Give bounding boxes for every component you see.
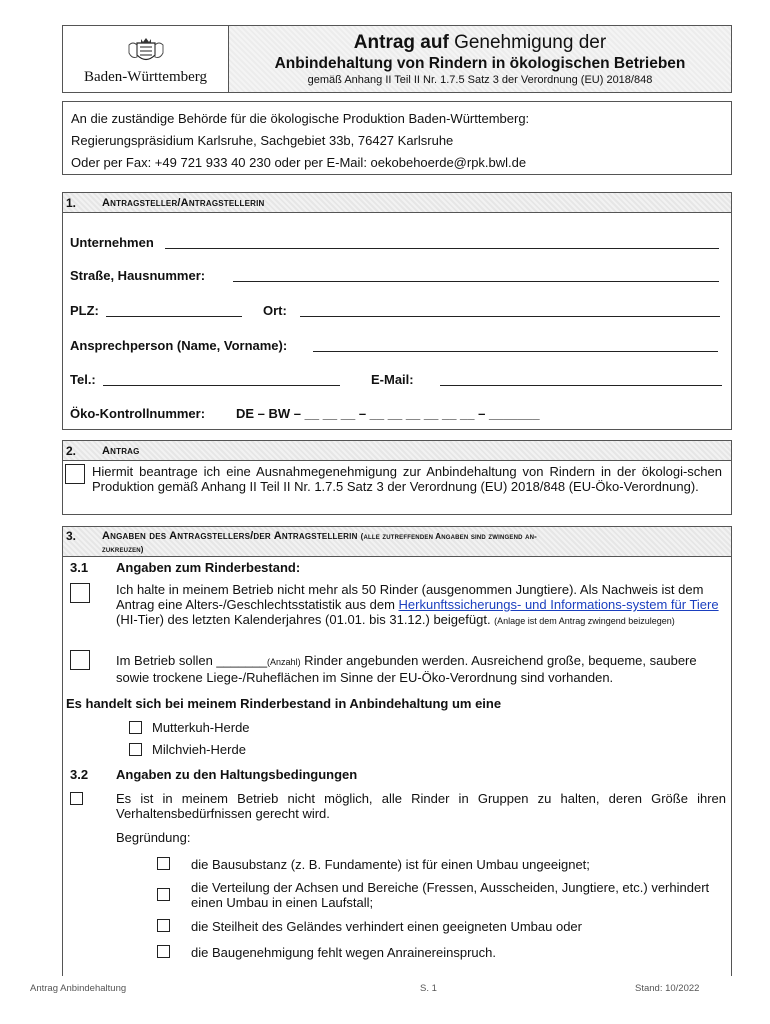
form-title bbox=[354, 32, 606, 54]
email-field[interactable] bbox=[440, 385, 722, 386]
company-field[interactable] bbox=[165, 248, 719, 249]
hi-tier-link[interactable]: Herkunftssicherungs- und Informations-system für Tiere bbox=[398, 597, 719, 612]
form-title-block bbox=[229, 26, 731, 92]
reason-2-checkbox[interactable] bbox=[157, 888, 170, 901]
address-line-2: Regierungspräsidium Karlsruhe, Sachgebiet 33b, 76427 Karlsruhe bbox=[71, 133, 454, 148]
section-3-note-cont: zukreuzen) bbox=[102, 545, 144, 554]
herd-size-checkbox[interactable] bbox=[70, 583, 90, 603]
section-3-title: Angaben des Antragstellers/der Antragstellerin bbox=[102, 530, 358, 542]
zip-label: PLZ: bbox=[70, 303, 99, 318]
title-rest: Genehmigung der bbox=[448, 32, 607, 53]
request-checkbox[interactable] bbox=[65, 464, 85, 484]
street-field[interactable] bbox=[233, 281, 719, 282]
herd-type-question: Es handelt sich bei meinem Rinderbestand in Anbindehaltung um eine bbox=[66, 696, 502, 711]
reason-1-text: die Bausubstanz (z. B. Fundamente) ist für einen Umbau ungeeignet; bbox=[191, 857, 590, 872]
eco-control-label: Öko-Kontrollnummer: bbox=[70, 406, 206, 421]
phone-label: Tel.: bbox=[70, 372, 96, 387]
reason-4-text: die Baugenehmigung fehlt wegen Anrainereinspruch. bbox=[191, 945, 496, 960]
title-bold: Antrag auf bbox=[353, 32, 449, 53]
eco-control-field[interactable]: DE – BW – __ __ __ – __ __ __ __ __ __ – _______ bbox=[236, 406, 540, 421]
herd-size-text-a: Ich halte in meinem Betrieb nicht mehr als 50 Rinder (ausgenommen Jungtiere). Als Nachweis ist dem Antrag eine Alters-/Geschlechtsstatistik aus dem bbox=[116, 582, 704, 612]
zip-field[interactable] bbox=[106, 316, 242, 317]
subsection-3-2-title: Angaben zu den Haltungsbedingungen bbox=[116, 767, 358, 782]
dairy-herd-label: Milchvieh-Herde bbox=[152, 742, 246, 757]
section-1-number: 1. bbox=[66, 195, 77, 210]
attachment-note: (Anlage ist dem Antrag zwingend beizulegen) bbox=[494, 616, 675, 626]
suckler-herd-label: Mutterkuh-Herde bbox=[152, 720, 250, 735]
reason-2-text: die Verteilung der Achsen und Bereiche (Fressen, Ausscheiden, Jungtiere, etc.) verhindert einen Umbau in einen Laufstall; bbox=[191, 880, 710, 910]
company-label: Unternehmen bbox=[70, 235, 154, 250]
section-applicant bbox=[62, 192, 732, 430]
logo-text: Baden-Württemberg bbox=[83, 69, 207, 85]
section-3-heading bbox=[102, 530, 537, 556]
state-logo bbox=[63, 26, 229, 92]
group-housing-checkbox[interactable] bbox=[70, 792, 83, 805]
contact-field[interactable] bbox=[313, 351, 718, 352]
suckler-herd-checkbox[interactable] bbox=[129, 721, 142, 734]
form-header bbox=[62, 25, 732, 93]
justification-label: Begründung: bbox=[116, 830, 191, 845]
address-line-3: Oder per Fax: +49 721 933 40 230 oder per E-Mail: oekobehoerde@rpk.bwl.de bbox=[71, 155, 527, 170]
authority-address bbox=[62, 101, 732, 175]
subsection-3-1-title: Angaben zum Rinderbestand: bbox=[116, 560, 301, 575]
section-2-number: 2. bbox=[66, 443, 77, 458]
herd-size-text-b: (HI-Tier) des letzten Kalenderjahres (01.01. bis 31.12.) beigefügt. bbox=[116, 612, 495, 627]
footer-version: Stand: 10/2022 bbox=[635, 983, 700, 994]
phone-field[interactable] bbox=[103, 385, 340, 386]
subsection-3-2-number: 3.2 bbox=[70, 767, 89, 782]
city-label: Ort: bbox=[263, 303, 287, 318]
reason-1-checkbox[interactable] bbox=[157, 857, 170, 870]
dairy-herd-checkbox[interactable] bbox=[129, 743, 142, 756]
herd-size-text bbox=[116, 582, 726, 629]
city-field[interactable] bbox=[300, 316, 720, 317]
form-subline: gemäß Anhang II Teil II Nr. 1.7.5 Satz 3 der Verordnung (EU) 2018/848 bbox=[307, 74, 653, 86]
subsection-3-1-number: 3.1 bbox=[70, 560, 89, 575]
reason-4-checkbox[interactable] bbox=[157, 945, 170, 958]
section-2-title: Antrag bbox=[102, 444, 140, 457]
footer-page-number: S. 1 bbox=[420, 983, 437, 994]
section-1-title: Antragsteller/Antragstellerin bbox=[102, 196, 265, 209]
footer-doc-name: Antrag Anbindehaltung bbox=[30, 983, 127, 994]
contact-label: Ansprechperson (Name, Vorname): bbox=[70, 338, 288, 353]
tethered-count-checkbox[interactable] bbox=[70, 650, 90, 670]
form-subtitle: Anbindehaltung von Rindern in ökologischen Betrieben bbox=[274, 55, 686, 72]
street-label: Straße, Hausnummer: bbox=[70, 268, 206, 283]
request-text: Hiermit beantrage ich eine Ausnahmegenehmigung zur Anbindehaltung von Rindern in der ökologi-schen Produktion gemäß Anhang II Teil II Nr. 1.7.5 Satz 3 der Verordnung (EU) 2018/848 (EU-Öko-Verordnung). bbox=[92, 464, 722, 494]
tethered-text-b: Rinder angebunden werden. Ausreichend große, bequeme, saubere sowie trockene Liege-/Ruheflächen im Sinne der EU-Öko-Verordnung sind vorhanden. bbox=[116, 653, 697, 685]
count-note: (Anzahl) bbox=[267, 657, 301, 667]
section-3-note: (alle zutreffenden Angaben sind zwingend an- bbox=[360, 532, 538, 541]
reason-3-checkbox[interactable] bbox=[157, 919, 170, 932]
reason-3-text: die Steilheit des Geländes verhindert einen geeigneten Umbau oder bbox=[191, 919, 582, 934]
section-2-header bbox=[63, 441, 731, 461]
section-3-header bbox=[63, 527, 731, 557]
group-housing-text: Es ist in meinem Betrieb nicht möglich, alle Rinder in Gruppen zu halten, deren Größe ihren Verhaltensbedürfnissen gerecht wird. bbox=[116, 791, 726, 821]
section-1-header bbox=[63, 193, 731, 213]
coat-of-arms-icon bbox=[125, 37, 167, 67]
tethered-count-text bbox=[116, 653, 726, 685]
tethered-text-a: Im Betrieb sollen _______ bbox=[116, 653, 268, 668]
email-label: E-Mail: bbox=[371, 372, 414, 387]
address-line-1: An die zuständige Behörde für die ökologische Produktion Baden-Württemberg: bbox=[71, 111, 530, 126]
section-3-number: 3. bbox=[66, 529, 77, 543]
